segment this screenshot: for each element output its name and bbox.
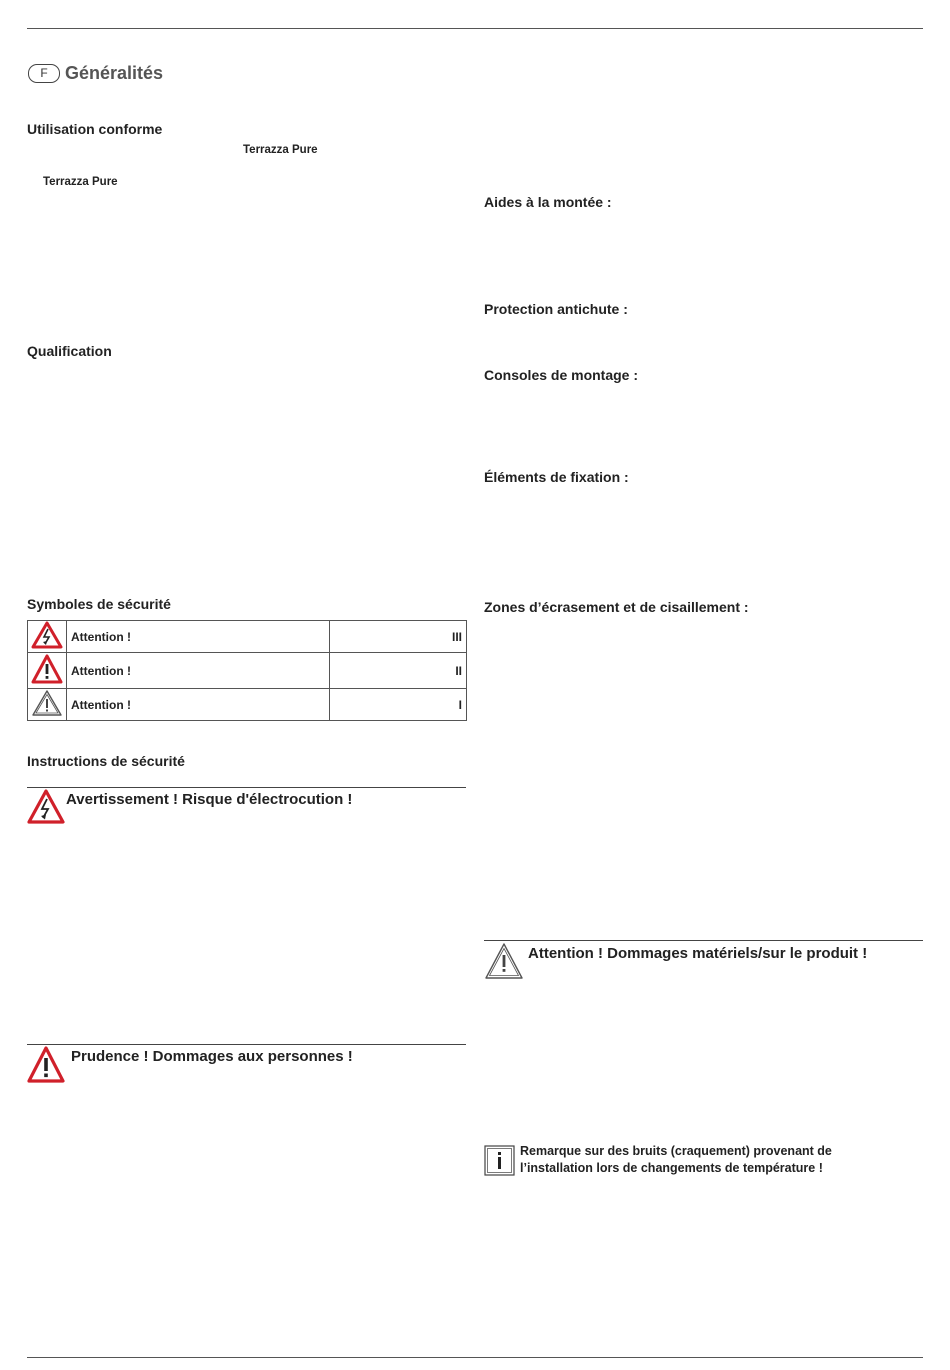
bottom-rule — [27, 1357, 923, 1358]
symbol-label: Attention ! — [67, 689, 330, 721]
warning-material-title: Attention ! Dommages matériels/sur le produit ! — [528, 945, 868, 962]
table-row — [28, 689, 467, 721]
info-icon — [484, 1145, 515, 1181]
heading-utilisation: Utilisation conforme — [27, 121, 163, 137]
warning-rule — [27, 1044, 466, 1045]
danger-warning-icon — [27, 1046, 65, 1089]
table-row — [28, 621, 467, 653]
heading-qualification: Qualification — [27, 343, 112, 359]
heading-fixation: Éléments de fixation : — [484, 469, 629, 485]
warning-rule — [484, 940, 923, 941]
warning-persons-title: Prudence ! Dommages aux personnes ! — [71, 1048, 353, 1065]
product-name-1: Terrazza Pure — [243, 144, 318, 156]
note-line-2: l’installation lors de changements de température ! — [520, 1161, 823, 1175]
note-line-1: Remarque sur des bruits (craquement) provenant de — [520, 1144, 832, 1158]
note-text — [520, 1143, 880, 1177]
heading-consoles: Consoles de montage : — [484, 367, 639, 383]
table-row — [28, 653, 467, 689]
electric-warning-icon — [27, 789, 65, 830]
symbol-label: Attention ! — [67, 621, 330, 653]
warning-electric-title: Avertissement ! Risque d'électrocution ! — [66, 791, 353, 808]
heading-zones: Zones d’écrasement et de cisaillement : — [484, 599, 749, 615]
symbol-level: I — [330, 689, 467, 721]
caution-warning-icon — [28, 689, 67, 721]
top-rule — [27, 28, 923, 29]
heading-aides: Aides à la montée : — [484, 194, 612, 210]
heading-instructions: Instructions de sécurité — [27, 753, 185, 769]
warning-rule — [27, 787, 466, 788]
symbol-level: II — [330, 653, 467, 689]
page-title: Généralités — [65, 63, 164, 83]
symbol-label: Attention ! — [67, 653, 330, 689]
electric-warning-icon — [28, 621, 67, 653]
heading-protection: Protection antichute : — [484, 301, 628, 317]
product-name-2: Terrazza Pure — [43, 176, 118, 188]
caution-warning-icon — [484, 942, 524, 985]
heading-symboles: Symboles de sécurité — [27, 596, 171, 612]
danger-warning-icon — [28, 653, 67, 689]
symbol-level: III — [330, 621, 467, 653]
safety-symbols-table — [27, 620, 467, 721]
language-badge: F — [28, 64, 60, 83]
